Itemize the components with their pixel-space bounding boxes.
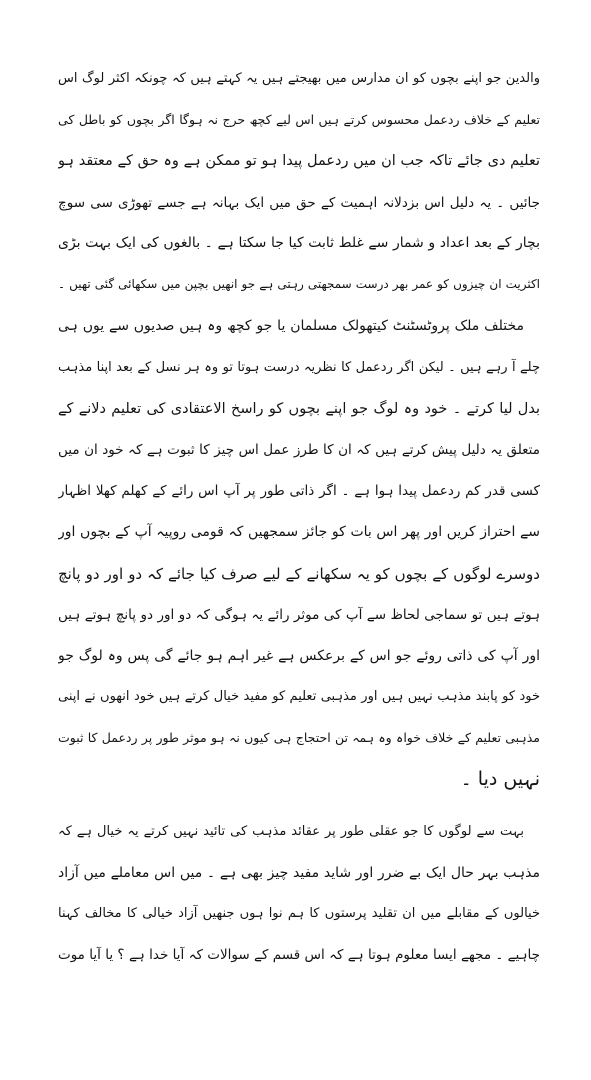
text-line: سے احتراز کریں اور پھر اس بات کو جائز سمجھیں کہ قومی روپیہ آپ کے بچوں اور [58,524,540,540]
text-line: بدل لیا کرتے ۔ خود وہ لوگ جو اپنے بچوں کو راسخ الاعتقادی کی تعلیم دلانے کے [58,401,540,417]
text-line: ہوتے ہیں تو سماجی لحاظ سے آپ کی موثر رائے یہ ہوگی کہ دو اور دو پانچ ہوتے ہیں [58,607,540,623]
text-line: دوسرے لوگوں کے بچوں کو یہ سکھانے کے لیے صرف کیا جائے کہ دو اور دو پانچ [58,565,540,583]
text-line: مختلف ملک پروٹسٹنٹ کیتھولک مسلمان یا جو کچھ وہ ہیں صدیوں سے یوں ہی [58,318,524,334]
text-line: خیالوں کے مقابلے میں ان تقلید پرستوں کا ہم نوا ہوں جنھیں آزاد خیالی کا مخالف کہنا [58,906,540,921]
text-line: بہت سے لوگوں کا جو عقلی طور پر عقائد مذہب کی تائید نہیں کرتے یہ خیال ہے کہ [58,824,524,839]
text-line: تعلیم دی جائے تاکہ جب ان میں ردعمل پیدا ہو تو ممکن ہے وہ حق کے معتقد ہو [58,153,540,169]
text-line: چاہیے ۔ مجھے ایسا معلوم ہوتا ہے کہ اس قسم کے سوالات کہ آیا خدا ہے ؟ یا آیا موت [58,947,540,963]
text-line: نہیں دیا ۔ [460,768,540,790]
text-line: چلے آ رہے ہیں ۔ لیکن اگر ردعمل کا نظریہ درست ہوتا تو وہ ہر نسل کے بعد اپنا مذہب [58,360,540,375]
text-line: کسی قدر کم ردعمل پیدا ہوا ہے ۔ اگر ذاتی طور پر آپ اس رائے کے کھلم کھلا اظہار [58,483,540,499]
text-line: تعلیم کے خلاف ردعمل محسوس کرتے ہیں اس لیے کچھ حرج نہ ہوگا اگر بچوں کو باطل کی [58,112,540,127]
text-line: خود کو پابند مذہب نہیں ہیں اور مذہبی تعلیم کو مفید خیال کرتے ہیں خود انھوں نے اپنی [58,689,540,704]
text-line: متعلق یہ دلیل پیش کرتے ہیں کہ ان کا طرز عمل اس چیز کا ثبوت ہے کہ خود ان میں [58,442,540,458]
text-line: اکثریت ان چیزوں کو عمر بھر درست سمجھتی رہتی ہے جو انھیں بچپن میں سکھائی گئی تھیں ۔ [58,277,540,291]
text-line: مذہبی تعلیم کے خلاف خواہ وہ ہمہ تن احتجاج ہی کیوں نہ ہو موثر طور پر ردعمل کا ثبوت [58,730,540,745]
text-line: والدین جو اپنے بچوں کو ان مدارس میں بھیجتے ہیں یہ کہتے ہیں کہ چونکہ اکثر لوگ اس [58,71,540,86]
text-line: مذہب بہر حال ایک بے ضرر اور شاید مفید چیز بھی ہے ۔ میں اس معاملے میں آزاد [58,865,540,881]
text-line: بچار کے بعد اعداد و شمار سے غلط ثابت کیا جا سکتا ہے ۔ بالغوں کی ایک بہت بڑی [58,235,540,251]
text-line: اور آپ کی ذاتی روئے جو اس کے برعکس ہے غیر اہم ہو جائے گی پس وہ لوگ جو [58,648,540,664]
text-line: جائیں ۔ یہ دلیل اس بزدلانہ اہمیت کے حق میں ایک بہانہ ہے جسے تھوڑی سی سوچ [58,195,540,211]
